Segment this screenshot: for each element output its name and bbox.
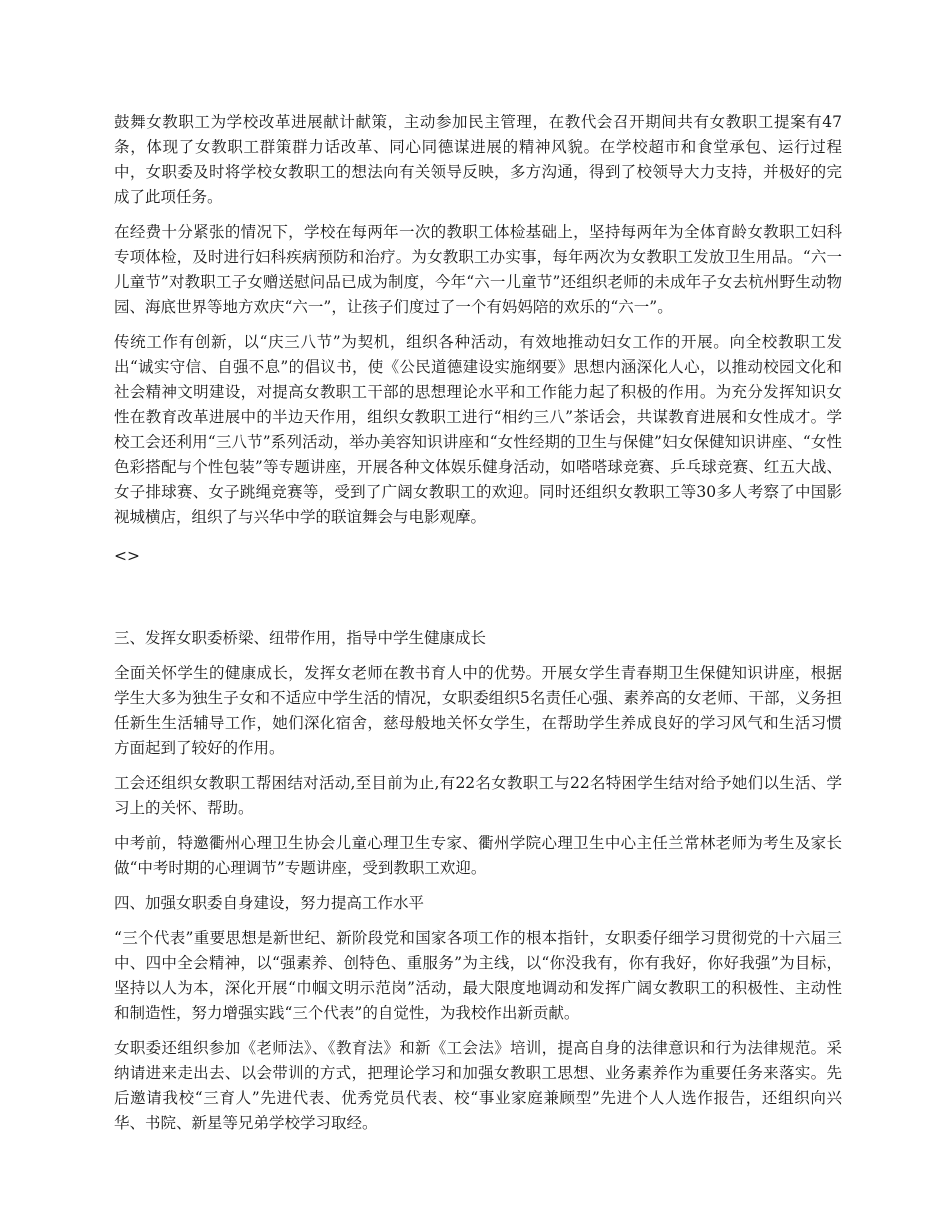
placeholder-marker: <>: [114, 547, 140, 565]
paragraph-health-checkups: 在经费十分紧张的情况下，学校在每两年一次的教职工体检基础上，坚持每两年为全体育龄女教职工妇科专项体检，及时进行妇科疾病预防和治疗。为女教职工办实事，每年两次为女教职工发放卫生用品。“六一儿童节”对教职工子女赠送慰问品已成为制度，今年“六一儿童节”还组织老师的未成年子女去杭州野生动物园、海底世界等地方欢庆“六一”，让孩子们度过了一个有妈妈陪的欢乐的“六一”。: [114, 223, 842, 316]
section-3-heading: 三、发挥女职委桥梁、纽带作用，指导中学生健康成长: [114, 629, 487, 647]
blank-spacer: [114, 569, 842, 626]
paragraph-women-staff-proposals: 鼓舞女教职工为学校改革进展献计献策，主动参加民主管理，在教代会召开期间共有女教职工提案有47条，体现了女教职工群策群力话改革、同心同德谋进展的精神风貌。在学校超市和食堂承包、运行过程中，女职委及时将学校女教职工的想法向有关领导反映，多方沟通，得到了校领导大力支持，并极好的完成了此项任务。: [114, 113, 842, 206]
paragraph-student-care: 全面关怀学生的健康成长，发挥女老师在教书育人中的优势。开展女学生青春期卫生保健知识讲座，根据学生大多为独生子女和不适应中学生活的情况，女职委组织5名责任心强、素养高的女老师、干部，义务担任新生生活辅导工作，她们深化宿舍，慈母般地关怀女学生，在帮助学生养成良好的学习风气和生活习惯方面起到了较好的作用。: [114, 664, 842, 757]
paragraph-exam-psychology-lecture: 中考前，特邀衢州心理卫生协会儿童心理卫生专家、衢州学院心理卫生中心主任兰常林老师为考生及家长做“中考时期的心理调节”专题讲座，受到教职工欢迎。: [114, 834, 842, 877]
document-body: [114, 110, 842, 1146]
paragraph-three-represents: “三个代表”重要思想是新世纪、新阶段党和国家各项工作的根本指针，女职委仔细学习贯彻党的十六届三中、四中全会精神，以“强素养、创特色、重服务”为主线，以“你没我有，你有我好，你好我强”为目标，坚持以人为本，深化开展“巾帼文明示范岗”活动，最大限度地调动和发挥广阔女教职工的积极性、主动性和制造性，努力增强实践“三个代表”的自觉性，为我校作出新贡献。: [114, 929, 842, 1022]
section-4-heading: 四、加强女职委自身建设，努力提高工作水平: [114, 894, 425, 912]
paragraph-legal-training: 女职委还组织参加《老师法》、《教育法》和新《工会法》培训，提高自身的法律意识和行为法律规范。采纳请进来走出去、以会带训的方式，把理论学习和加强女教职工思想、业务素养作为重要任务来落实。先后邀请我校“三育人”先进代表、优秀党员代表、校“事业家庭兼顾型”先进个人人选作报告，还组织向兴华、书院、新星等兄弟学校学习取经。: [114, 1039, 842, 1132]
paragraph-assistance-pairing: 工会还组织女教职工帮困结对活动,至目前为止,有22名女教职工与22名特困学生结对给予她们以生活、学习上的关怀、帮助。: [114, 774, 842, 817]
paragraph-march-eighth-activities: 传统工作有创新，以“庆三八节”为契机，组织各种活动，有效地推动妇女工作的开展。向全校教职工发出“诚实守信、自强不息”的倡议书，使《公民道德建设实施纲要》思想内涵深化人心，以推动校园文化和社会精神文明建设，对提高女教职工干部的思想理论水平和工作能力起了积极的作用。为充分发挥知识女性在教育改革进展中的半边天作用，组织女教职工进行“相约三八”茶话会，共谋教育进展和女性成才。学校工会还利用“三八节”系列活动，举办美容知识讲座和“女性经期的卫生与保健”妇女保健知识讲座、“女性色彩搭配与个性包装”等专题讲座，开展各种文体娱乐健身活动，如嗒嗒球竞赛、乒乓球竞赛、红五大战、女子排球赛、女子跳绳竞赛等，受到了广阔女教职工的欢迎。同时还组织女教职工等30多人考察了中国影视城横店，组织了与兴华中学的联谊舞会与电影观摩。: [114, 333, 842, 526]
